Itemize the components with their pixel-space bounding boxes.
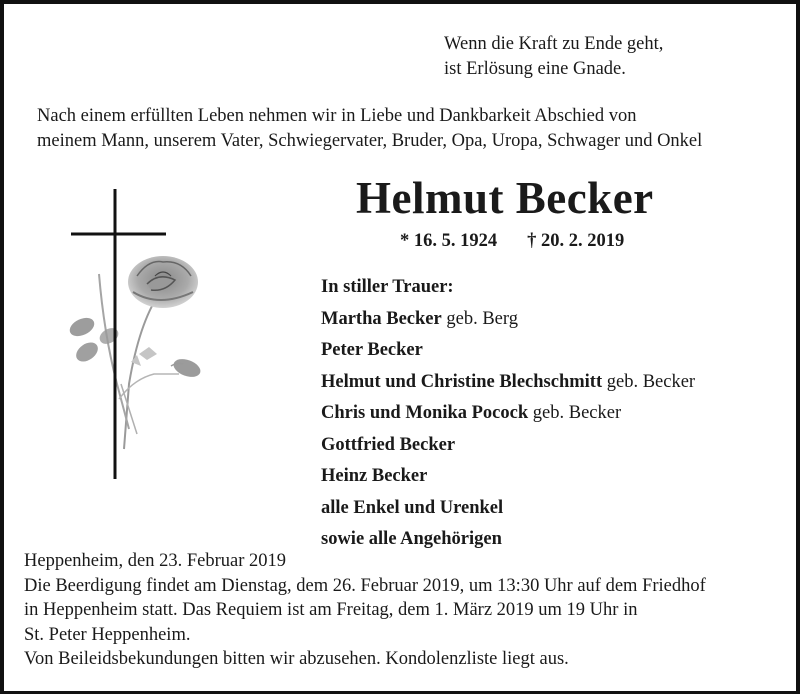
death-date: † 20. 2. 2019	[527, 231, 625, 251]
mourner-entry: Chris und Monika Pocock geb. Becker	[321, 403, 622, 423]
funeral-info-line: in Heppenheim statt. Das Requiem ist am Freitag, dem 1. März 2019 um 19 Uhr in	[24, 600, 638, 620]
mourners-heading: In stiller Trauer:	[321, 277, 454, 297]
intro-line: meinem Mann, unserem Vater, Schwiegervater, Bruder, Opa, Uropa, Schwager und Onkel	[37, 131, 703, 151]
mourner-entry: Peter Becker	[321, 340, 423, 360]
life-dates	[400, 228, 624, 254]
birth-date: * 16. 5. 1924	[400, 231, 498, 251]
mourner-entry: Gottfried Becker	[321, 434, 456, 455]
mourner-entry: Martha Becker geb. Berg	[321, 308, 518, 329]
intro-text	[37, 104, 702, 154]
motto-line: Wenn die Kraft zu Ende geht,	[444, 34, 664, 54]
funeral-info-line: Die Beerdigung findet am Dienstag, dem 26. Februar 2019, um 13:30 Uhr auf dem Friedhof	[24, 575, 706, 596]
mourner-entry: Helmut und Christine Blechschmitt geb. Becker	[321, 371, 696, 392]
deceased-name: Helmut Becker	[356, 173, 654, 223]
place-date: Heppenheim, den 23. Februar 2019	[24, 551, 287, 571]
condolence-note: Von Beileidsbekundungen bitten wir abzusehen. Kondolenzliste liegt aus.	[24, 649, 569, 669]
intro-line: Nach einem erfüllten Leben nehmen wir in Liebe und Dankbarkeit Abschied von	[37, 106, 637, 126]
funeral-info-line: St. Peter Heppenheim.	[24, 624, 191, 645]
motto-line: ist Erlösung eine Gnade.	[444, 59, 626, 79]
mourner-entry: Heinz Becker	[321, 466, 428, 486]
mourners-list	[321, 272, 695, 556]
cross-with-rose-icon	[59, 184, 219, 484]
motto	[444, 32, 663, 82]
footer-text	[24, 549, 706, 672]
mourner-entry: alle Enkel und Urenkel	[321, 497, 504, 518]
mourner-entry: sowie alle Angehörigen	[321, 529, 502, 549]
